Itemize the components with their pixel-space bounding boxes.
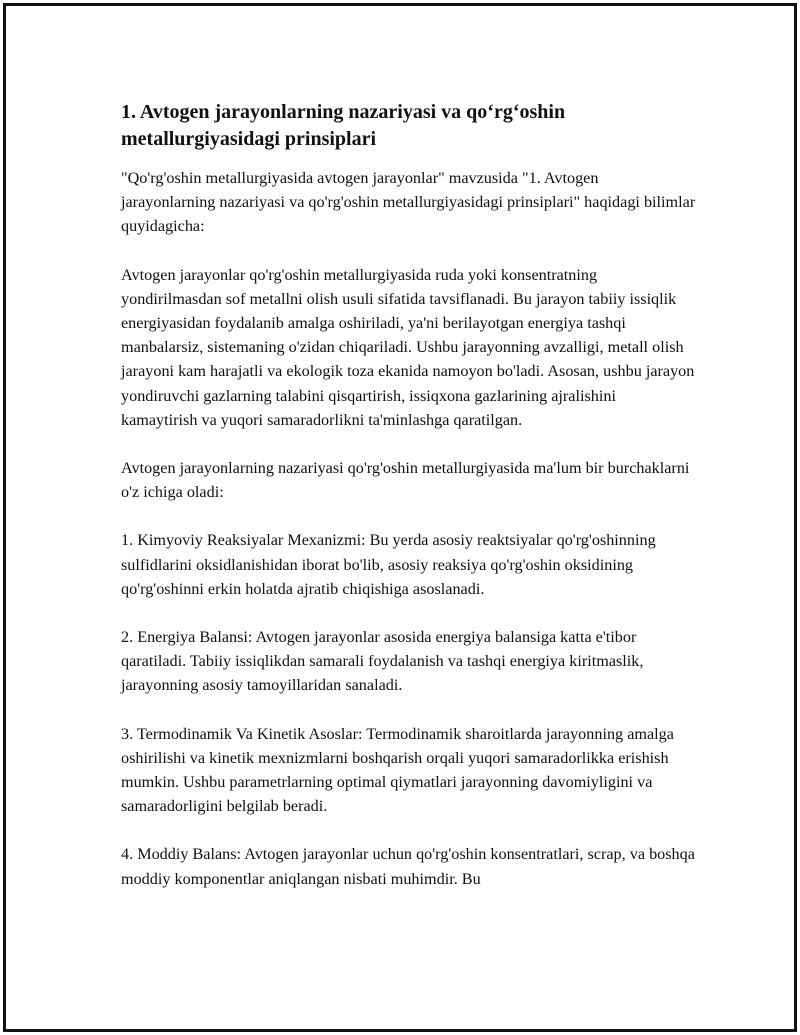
list-item-energy-balance: 2. Energiya Balansi: Avtogen jarayonlar asosida energiya balansiga katta e'tibor qaratiladi. Tabiiy issiqlikdan samarali foydalanish va tashqi energiya kiritmaslik, jarayonning asosiy tamoyillaridan sanaladi.: [121, 628, 644, 695]
document-title: 1. Avtogen jarayonlarning nazariyasi va qo‘rg‘oshin metallurgiyasidagi prinsiplari: [121, 101, 566, 150]
document-body: [121, 99, 696, 915]
list-item-thermodynamics: 3. Termodinamik Va Kinetik Asoslar: Termodinamik sharoitlarda jarayonning amalga oshirilishi va kinetik mexnizmlarni boshqarish orqali yuqori samaradorlikka erishish mumkin. Ushbu parametrlarning optimal qiymatlari jarayonning davomiyligini va samaradorligini belgilab beradi.: [121, 724, 674, 816]
intro-paragraph: "Qo'rg'oshin metallurgiyasida avtogen jarayonlar" mavzusida "1. Avtogen jarayonlarning nazariyasi va qo'rg'oshin metallurgiyasidagi prinsiplari" haqidagi bilimlar quyidagicha:: [121, 169, 696, 236]
list-item-material-balance: 4. Moddiy Balans: Avtogen jarayonlar uchun qo'rg'oshin konsentratlari, scrap, va boshqa moddiy komponentlar aniqlangan nisbati muhimdir. Bu: [121, 845, 695, 888]
theory-intro-paragraph: Avtogen jarayonlarning nazariyasi qo'rg'oshin metallurgiyasida ma'lum bir burchaklarni o'z ichiga oladi:: [121, 459, 690, 502]
overview-paragraph: Avtogen jarayonlar qo'rg'oshin metallurgiyasida ruda yoki konsentratning yondirilmasdan sof metallni olish usuli sifatida tavsiflanadi. Bu jarayon tabiiy issiqlik energiyasidan foydalanib amalga oshiriladi, ya'ni berilayotgan energiya tashqi manbalarsiz, sistemaning o'zidan chiqariladi. Ushbu jarayonning avzalligi, metall olish jarayoni kam harajatli va ekologik toza ekanida namoyon bo'ladi. Asosan, ushbu jarayon yondiruvchi gazlarning talabini qisqartirish, issiqxona gazlarining ajralishini kamaytirish va yuqori samaradorlikni ta'minlashga qaratilgan.: [121, 265, 695, 429]
list-item-chemical-reactions: 1. Kimyoviy Reaksiyalar Mexanizmi: Bu yerda asosiy reaktsiyalar qo'rg'oshinning sulfidlarini oksidlanishidan iborat bo'lib, asosiy reaksiya qo'rg'oshin oksidining qo'rg'oshinni erkin holatda ajratib chiqishiga asoslanadi.: [121, 531, 656, 598]
page-frame: [3, 3, 797, 1032]
